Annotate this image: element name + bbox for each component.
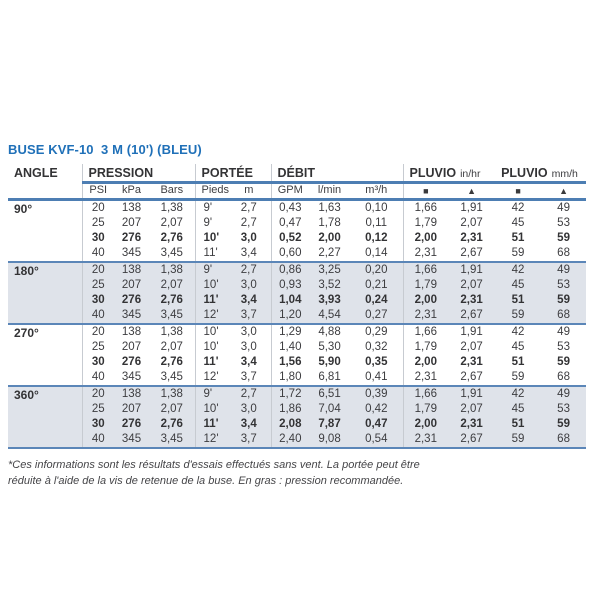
- value-cell: 53: [541, 402, 586, 417]
- value-cell: 53: [541, 278, 586, 293]
- value-cell: 2,07: [448, 402, 495, 417]
- value-cell: 5,90: [318, 356, 341, 368]
- table-row: [8, 355, 586, 370]
- value-cell: 1,91: [448, 324, 495, 340]
- triangle-icon: ▲: [448, 183, 495, 200]
- table-row: [8, 278, 586, 293]
- value-cell: 207: [114, 402, 149, 417]
- value-cell: 20: [82, 324, 114, 340]
- value-cell: 0,41: [365, 371, 388, 383]
- value-cell: 9,08: [309, 432, 350, 448]
- value-cell: 11': [195, 246, 227, 262]
- value-cell: 2,00: [403, 231, 448, 246]
- value-cell: 1,04: [271, 293, 309, 308]
- value-cell: 1,63: [318, 202, 341, 214]
- value-cell: 11': [195, 293, 227, 308]
- value-cell: 10': [195, 324, 227, 340]
- col-bars: Bars: [149, 183, 195, 200]
- value-cell: 59: [495, 308, 541, 324]
- value-cell: 0,27: [350, 308, 403, 324]
- value-cell: 2,07: [160, 217, 183, 229]
- value-cell: 1,79: [403, 402, 448, 417]
- value-cell: 1,78: [318, 217, 341, 229]
- value-cell: 0,35: [365, 356, 388, 368]
- table-row: [8, 417, 586, 432]
- value-cell: 1,72: [271, 386, 309, 402]
- value-cell: 1,38: [160, 202, 183, 214]
- value-cell: 1,91: [448, 386, 495, 402]
- value-cell: 45: [511, 217, 525, 229]
- value-cell: 345: [114, 432, 149, 448]
- value-cell: 1,80: [271, 370, 309, 386]
- value-cell: 2,31: [403, 246, 448, 262]
- value-cell: 1,38: [149, 386, 195, 402]
- value-cell: 1,86: [271, 402, 309, 417]
- value-cell: 6,51: [309, 386, 350, 402]
- value-cell: 0,47: [271, 216, 309, 231]
- value-cell: 2,67: [448, 432, 495, 448]
- table-row: [8, 370, 586, 386]
- col-m3h: m³/h: [350, 183, 403, 200]
- value-cell: 345: [114, 308, 149, 324]
- value-cell: 12': [195, 308, 227, 324]
- value-cell: 68: [557, 247, 570, 259]
- value-cell: 6,81: [318, 371, 341, 383]
- value-cell: 11': [195, 355, 227, 370]
- value-cell: 4,88: [309, 324, 350, 340]
- value-cell: 3,7: [240, 371, 257, 383]
- value-cell: 40: [82, 246, 114, 262]
- value-cell: 49: [541, 262, 586, 278]
- value-cell: 3,45: [149, 308, 195, 324]
- value-cell: 45: [495, 402, 541, 417]
- value-cell: 25: [82, 216, 114, 231]
- value-cell: 276: [114, 293, 149, 308]
- value-cell: 9': [195, 386, 227, 402]
- value-cell: 59: [557, 232, 570, 244]
- value-cell: 2,31: [460, 232, 483, 244]
- value-cell: 207: [114, 278, 149, 293]
- value-cell: 7,04: [309, 402, 350, 417]
- value-cell: 68: [557, 371, 570, 383]
- angle-label: 360°: [8, 386, 82, 448]
- value-cell: 11': [195, 417, 227, 432]
- value-cell: 2,07: [160, 341, 183, 353]
- table-row: [8, 340, 586, 355]
- angle-label: 90°: [14, 202, 33, 216]
- value-cell: 53: [557, 341, 570, 353]
- value-cell: 2,31: [403, 370, 448, 386]
- value-cell: 25: [82, 278, 114, 293]
- value-cell: 2,7: [227, 386, 271, 402]
- value-cell: 4,54: [309, 308, 350, 324]
- value-cell: 51: [511, 356, 525, 368]
- value-cell: 3,25: [309, 262, 350, 278]
- value-cell: 68: [541, 432, 586, 448]
- value-cell: 59: [495, 432, 541, 448]
- value-cell: 0,29: [350, 324, 403, 340]
- table-row: [8, 200, 586, 217]
- value-cell: 276: [114, 417, 149, 432]
- value-cell: 59: [511, 247, 525, 259]
- value-cell: 3,0: [240, 232, 257, 244]
- table-row: [8, 402, 586, 417]
- value-cell: 0,21: [350, 278, 403, 293]
- value-cell: 3,0: [227, 278, 271, 293]
- value-cell: 10': [195, 340, 227, 355]
- table-row: [8, 308, 586, 324]
- value-cell: 2,76: [160, 356, 183, 368]
- value-cell: 2,00: [403, 293, 448, 308]
- value-cell: 68: [541, 308, 586, 324]
- table-row: [8, 216, 586, 231]
- value-cell: 1,38: [149, 262, 195, 278]
- value-cell: 207: [121, 217, 142, 229]
- value-cell: 3,0: [227, 402, 271, 417]
- value-cell: 51: [495, 293, 541, 308]
- value-cell: 1,66: [403, 386, 448, 402]
- value-cell: 3,4: [240, 356, 257, 368]
- value-cell: 9': [195, 216, 227, 231]
- table-body: [8, 200, 586, 449]
- value-cell: 3,4: [240, 247, 257, 259]
- value-cell: 30: [82, 417, 114, 432]
- value-cell: 3,52: [309, 278, 350, 293]
- value-cell: 59: [541, 417, 586, 432]
- angle-label: 270°: [8, 324, 82, 386]
- value-cell: 138: [114, 386, 149, 402]
- value-cell: 59: [557, 356, 570, 368]
- group-header-row: [8, 164, 586, 183]
- value-cell: 2,76: [149, 293, 195, 308]
- triangle-icon: ▲: [541, 183, 586, 200]
- value-cell: 0,52: [271, 231, 309, 246]
- value-cell: 2,08: [271, 417, 309, 432]
- value-cell: 1,40: [271, 340, 309, 355]
- pluvio-unit: mm/h: [551, 168, 578, 180]
- value-cell: 10': [195, 402, 227, 417]
- value-cell: 0,20: [350, 262, 403, 278]
- table-row: [8, 324, 586, 340]
- value-cell: 0,32: [365, 341, 388, 353]
- col-lmin: l/min: [309, 183, 350, 200]
- value-cell: 5,30: [318, 341, 341, 353]
- value-cell: 2,31: [460, 356, 483, 368]
- value-cell: 0,39: [350, 386, 403, 402]
- value-cell: 7,87: [309, 417, 350, 432]
- value-cell: 1,20: [271, 308, 309, 324]
- value-cell: 3,45: [149, 432, 195, 448]
- table-row: [8, 262, 586, 278]
- subheader-row: [8, 183, 586, 200]
- value-cell: 59: [541, 293, 586, 308]
- col-gpm: GPM: [271, 183, 309, 200]
- value-cell: 0,47: [350, 417, 403, 432]
- value-cell: 2,31: [448, 293, 495, 308]
- value-cell: 2,00: [318, 232, 341, 244]
- value-cell: 2,07: [460, 217, 483, 229]
- value-cell: 2,27: [318, 247, 341, 259]
- value-cell: 1,56: [271, 355, 309, 370]
- value-cell: 45: [511, 341, 525, 353]
- page-title: BUSE KVF-10 3 M (10') (BLEU): [8, 142, 202, 157]
- value-cell: 2,67: [448, 308, 495, 324]
- header-pluvio-inhr: [403, 164, 495, 183]
- value-cell: 40: [82, 370, 114, 386]
- value-cell: 2,07: [149, 402, 195, 417]
- value-cell: 2,7: [227, 262, 271, 278]
- value-cell: 138: [121, 202, 142, 214]
- value-cell: 9': [195, 200, 227, 217]
- value-cell: 0,42: [350, 402, 403, 417]
- pluvio-label: PLUVIO: [409, 166, 457, 180]
- value-cell: 138: [114, 262, 149, 278]
- value-cell: 30: [82, 355, 114, 370]
- value-cell: 2,7: [240, 217, 257, 229]
- value-cell: 2,07: [149, 278, 195, 293]
- value-cell: 2,07: [448, 278, 495, 293]
- value-cell: 2,31: [403, 308, 448, 324]
- value-cell: 20: [82, 200, 114, 217]
- value-cell: 3,7: [227, 432, 271, 448]
- pluvio-unit: in/hr: [460, 168, 481, 180]
- value-cell: 2,31: [448, 417, 495, 432]
- header-portee: PORTÉE: [195, 164, 271, 183]
- value-cell: 1,66: [403, 262, 448, 278]
- value-cell: 12': [195, 370, 227, 386]
- col-m: m: [227, 183, 271, 200]
- value-cell: 49: [541, 386, 586, 402]
- square-icon: ■: [495, 183, 541, 200]
- value-cell: 345: [121, 371, 142, 383]
- square-icon: ■: [403, 183, 448, 200]
- value-cell: 3,4: [227, 417, 271, 432]
- table-row: [8, 231, 586, 246]
- value-cell: 20: [82, 262, 114, 278]
- col-kpa: kPa: [114, 183, 149, 200]
- pluvio-label: PLUVIO: [501, 166, 548, 180]
- value-cell: 2,67: [460, 247, 483, 259]
- table-row: [8, 432, 586, 448]
- value-cell: 2,67: [460, 371, 483, 383]
- value-cell: 0,60: [271, 246, 309, 262]
- value-cell: 40: [82, 308, 114, 324]
- value-cell: 1,79: [403, 216, 448, 231]
- value-cell: 42: [495, 262, 541, 278]
- value-cell: 49: [557, 202, 570, 214]
- value-cell: 30: [82, 293, 114, 308]
- value-cell: 2,07: [460, 341, 483, 353]
- col-pieds: Pieds: [195, 183, 227, 200]
- value-cell: 45: [495, 278, 541, 293]
- value-cell: 0,93: [271, 278, 309, 293]
- value-cell: 42: [495, 386, 541, 402]
- table-header: [8, 164, 586, 200]
- value-cell: 0,54: [350, 432, 403, 448]
- value-cell: 276: [121, 232, 142, 244]
- value-cell: 10': [195, 231, 227, 246]
- value-cell: 42: [511, 202, 525, 214]
- footnote: *Ces informations sont les résultats d'essais effectués sans vent. La portée peut être réduite à l'aide de la vis de retenue de la buse. En gras : pression recommandée.: [8, 459, 420, 487]
- value-cell: 3,0: [240, 341, 257, 353]
- value-cell: 3,4: [227, 293, 271, 308]
- header-pluvio-mmh: [495, 164, 586, 183]
- header-debit: DÉBIT: [271, 164, 403, 183]
- value-cell: 3,45: [160, 371, 183, 383]
- value-cell: 1,91: [460, 202, 483, 214]
- value-cell: 59: [511, 371, 525, 383]
- value-cell: 3,0: [227, 324, 271, 340]
- value-cell: 3,45: [160, 247, 183, 259]
- value-cell: 276: [121, 356, 142, 368]
- value-cell: 25: [82, 402, 114, 417]
- value-cell: 207: [121, 341, 142, 353]
- table-row: [8, 386, 586, 402]
- value-cell: 3,7: [227, 308, 271, 324]
- value-cell: 2,00: [403, 417, 448, 432]
- value-cell: 1,38: [149, 324, 195, 340]
- nozzle-performance-table: [8, 164, 586, 449]
- value-cell: 20: [82, 386, 114, 402]
- table-row: [8, 293, 586, 308]
- value-cell: 1,66: [403, 324, 448, 340]
- value-cell: 30: [82, 231, 114, 246]
- value-cell: 49: [541, 324, 586, 340]
- value-cell: 0,43: [271, 200, 309, 217]
- value-cell: 53: [557, 217, 570, 229]
- value-cell: 51: [495, 417, 541, 432]
- value-cell: 9': [195, 262, 227, 278]
- value-cell: 2,40: [271, 432, 309, 448]
- value-cell: 138: [114, 324, 149, 340]
- value-cell: 2,76: [160, 232, 183, 244]
- value-cell: 1,29: [271, 324, 309, 340]
- value-cell: 1,79: [403, 340, 448, 355]
- value-cell: 0,86: [271, 262, 309, 278]
- value-cell: 1,66: [403, 200, 448, 217]
- header-pression: PRESSION: [82, 164, 195, 183]
- value-cell: 0,12: [365, 232, 388, 244]
- value-cell: 2,31: [403, 432, 448, 448]
- value-cell: 2,7: [240, 202, 257, 214]
- value-cell: 0,24: [350, 293, 403, 308]
- angle-label: 180°: [8, 262, 82, 324]
- header-angle: ANGLE: [8, 164, 82, 200]
- value-cell: 0,14: [365, 247, 388, 259]
- value-cell: 1,91: [448, 262, 495, 278]
- value-cell: 10': [195, 278, 227, 293]
- value-cell: 0,11: [365, 217, 388, 229]
- value-cell: 12': [195, 432, 227, 448]
- col-psi: PSI: [82, 183, 114, 200]
- value-cell: 0,10: [365, 202, 388, 214]
- value-cell: 25: [82, 340, 114, 355]
- value-cell: 2,76: [149, 417, 195, 432]
- value-cell: 40: [82, 432, 114, 448]
- value-cell: 2,00: [403, 355, 448, 370]
- value-cell: 1,79: [403, 278, 448, 293]
- value-cell: 345: [121, 247, 142, 259]
- value-cell: 42: [495, 324, 541, 340]
- value-cell: 51: [511, 232, 525, 244]
- table-row: [8, 246, 586, 262]
- value-cell: 3,93: [309, 293, 350, 308]
